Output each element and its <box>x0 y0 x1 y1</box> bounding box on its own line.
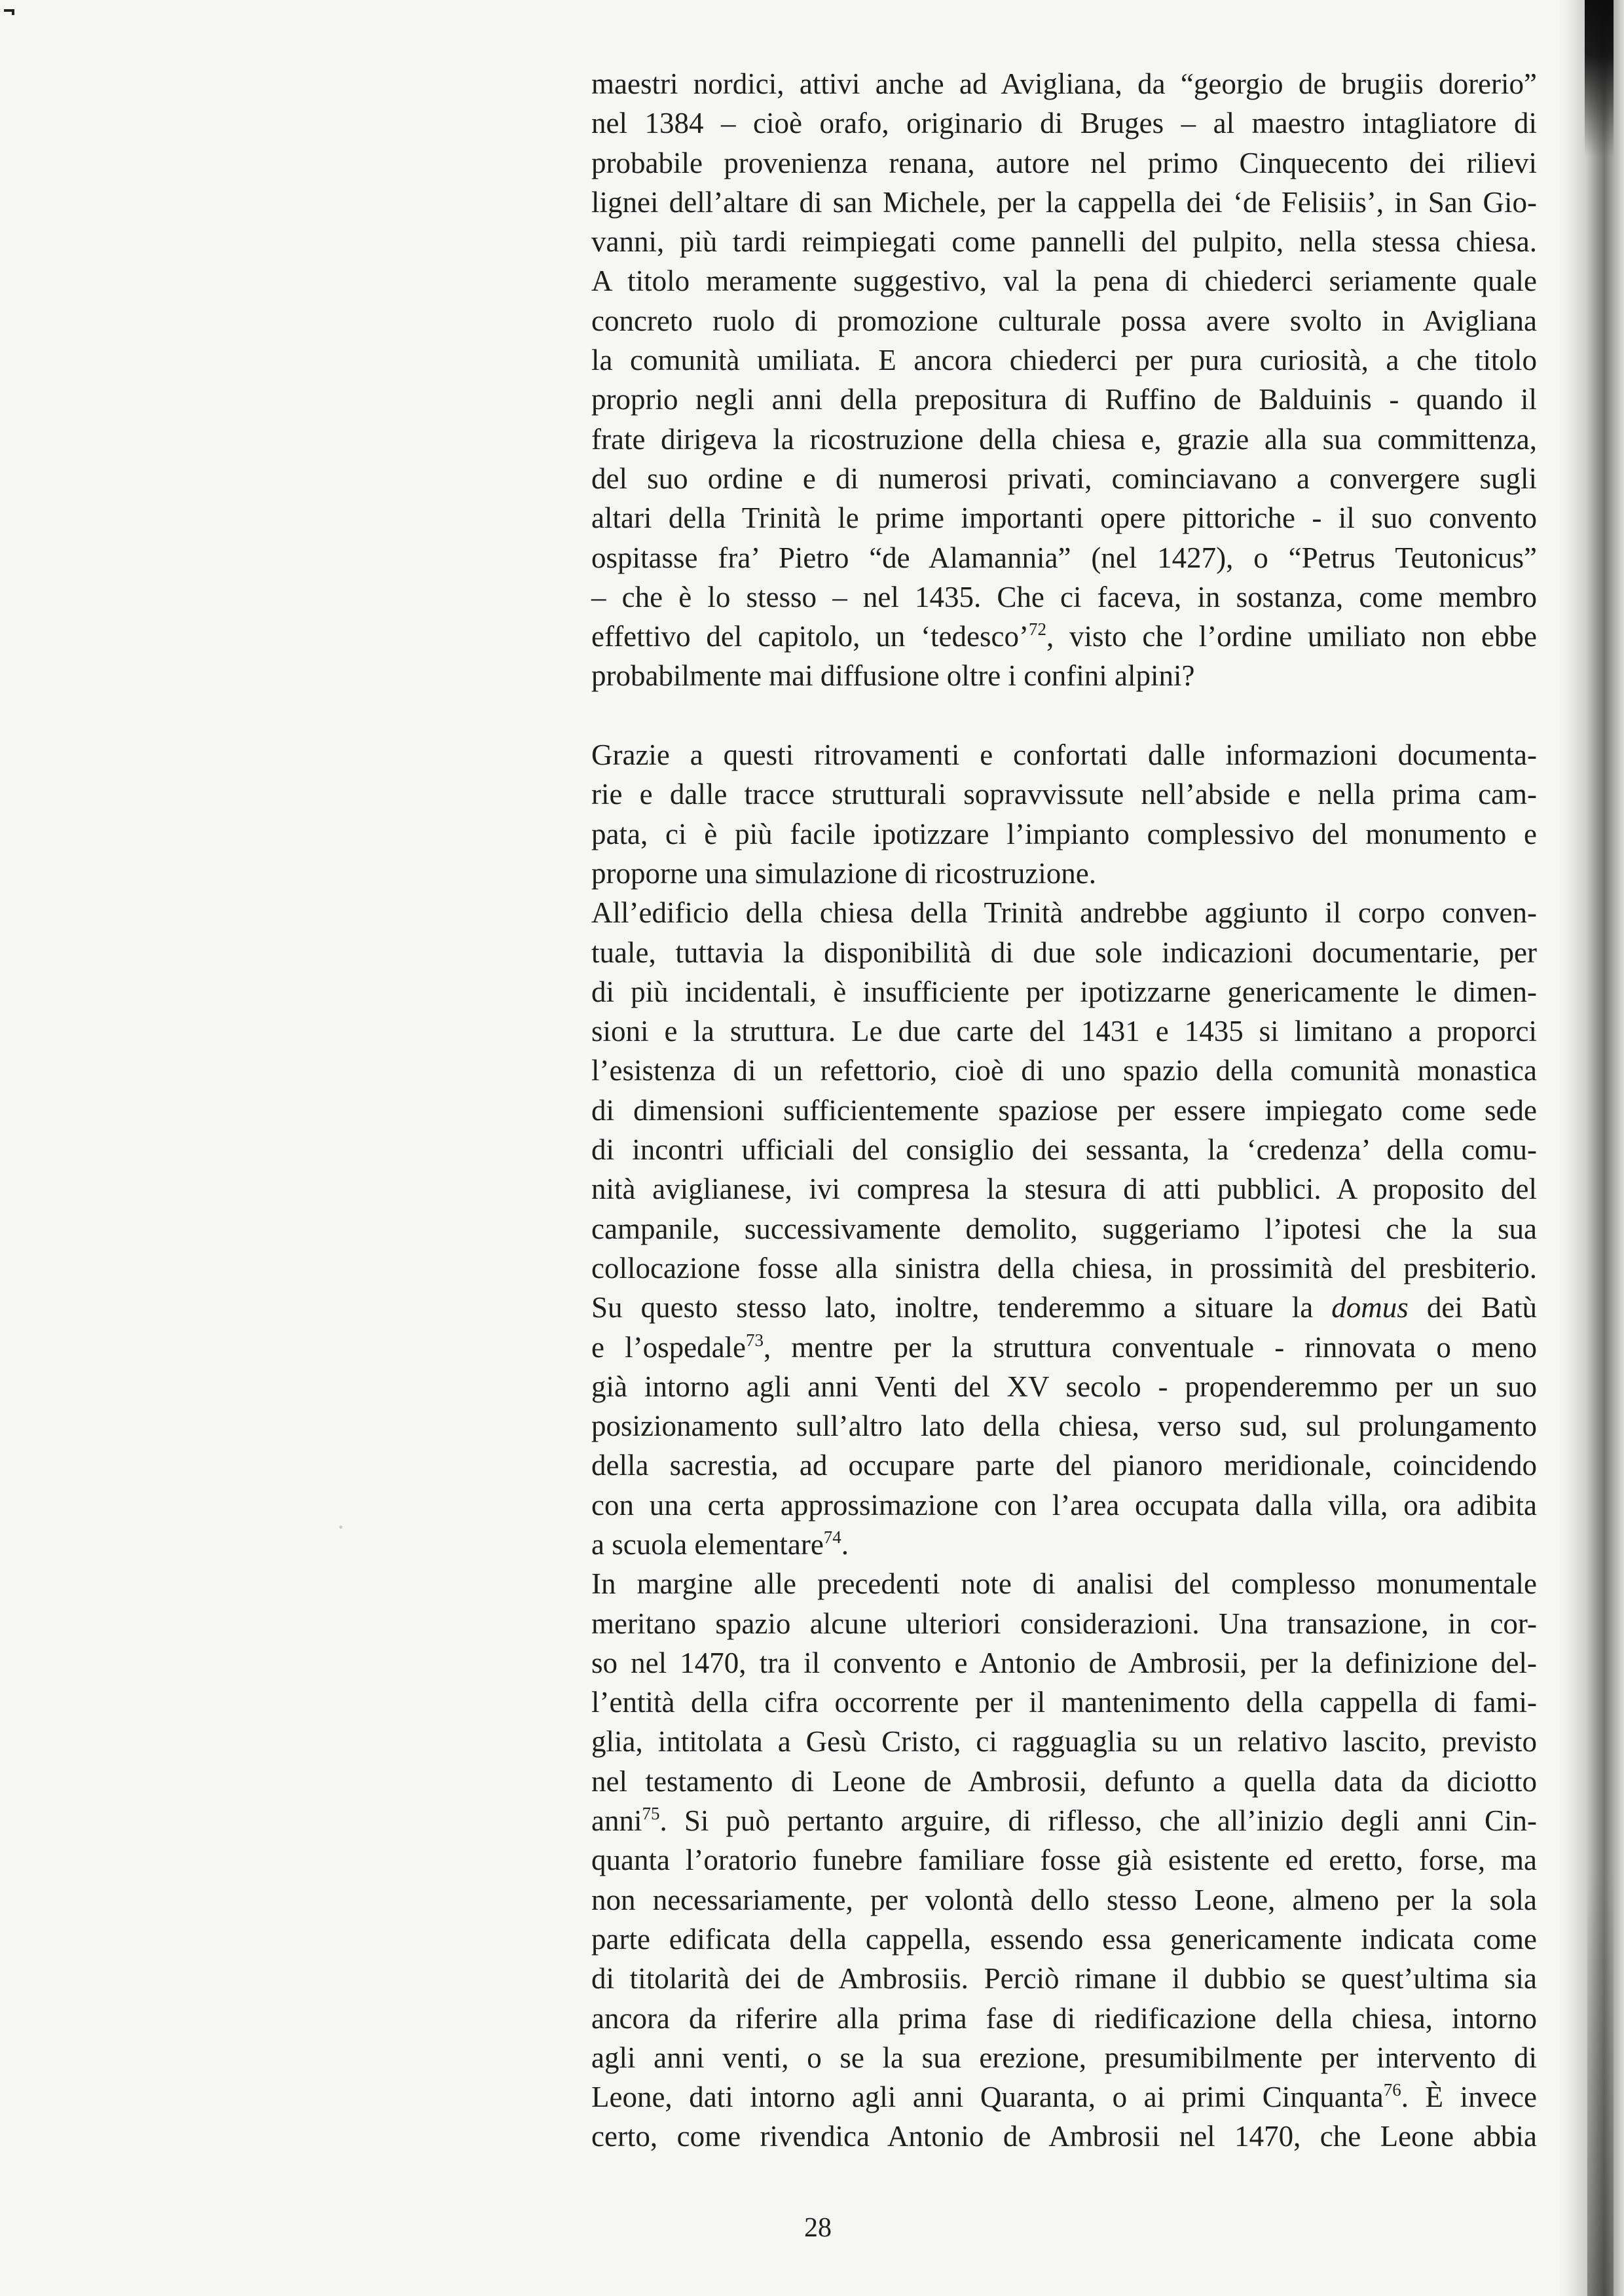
scan-mark <box>4 9 14 12</box>
page-number: 28 <box>804 2213 832 2243</box>
binding-shadow-bottom <box>1587 1866 1614 2296</box>
footnote-ref: 75 <box>642 1804 660 1824</box>
text-line: non necessariamente, per volontà dello stesso Leone, almeno per la sola <box>591 1883 1537 1916</box>
text-line <box>591 1288 1537 1327</box>
text-line <box>591 617 1537 656</box>
text-run: e l’ospedale <box>591 1330 747 1364</box>
text-line: di dimensioni sufficientemente spaziose per essere impiegato come sede <box>591 1093 1537 1127</box>
text-line: – che è lo stesso – nel 1435. Che ci faceva, in sostanza, come membro <box>591 580 1537 613</box>
text-run: . <box>841 1527 849 1561</box>
footnote-ref: 72 <box>1028 619 1046 640</box>
text-line: lignei dell’altare di san Michele, per la cappella dei ‘de Felisiis’, in San Gio- <box>591 185 1537 219</box>
text-line: quanta l’oratorio funebre familiare fosse già esistente ed eretto, forse, ma <box>591 1844 1537 1877</box>
text-line: vanni, più tardi reimpiegati come pannelli del pulpito, nella stessa chiesa. <box>591 225 1537 259</box>
text-line <box>591 1801 1537 1840</box>
footnote-ref: 74 <box>823 1527 841 1547</box>
text-run: , mentre per la struttura conventuale - rinnovata o meno <box>764 1330 1537 1364</box>
text-line: glia, intitolata a Gesù Cristo, ci ragguaglia su un relativo lascito, previsto <box>591 1725 1537 1758</box>
text-line: ospitasse fra’ Pietro “de Alamannia” (nel 1427), o “Petrus Teutonicus” <box>591 541 1537 574</box>
paragraph <box>591 1564 1537 2156</box>
paragraph <box>591 64 1537 696</box>
text-line: altari della Trinità le prime importanti opere pittoriche - il suo convento <box>591 501 1537 535</box>
text-line: di più incidentali, è insufficiente per ipotizzarne genericamente le dimen- <box>591 975 1537 1008</box>
text-run: effettivo del capitolo, un ‘tedesco’ <box>591 620 1029 653</box>
text-line: meritano spazio alcune ulteriori considerazioni. Una transazione, in cor- <box>591 1607 1537 1640</box>
text-line: proprio negli anni della prepositura di Ruffino de Balduinis - quando il <box>591 383 1537 416</box>
text-run: a scuola elementare <box>591 1527 824 1561</box>
paragraph <box>591 735 1537 893</box>
text-line: All’edificio della chiesa della Trinità andrebbe aggiunto il corpo conven- <box>591 896 1537 930</box>
italic-term: domus <box>1331 1291 1409 1324</box>
text-line: nel 1384 – cioè orafo, originario di Bruges – al maestro intagliatore di <box>591 107 1537 140</box>
text-line: proporne una simulazione di ricostruzione. <box>591 856 1097 890</box>
text-line <box>591 1525 1537 1564</box>
text-line: nel testamento di Leone de Ambrosii, defunto a quella data da diciotto <box>591 1764 1537 1798</box>
text-line: nità aviglianese, ivi compresa la stesura di atti pubblici. A proposito del <box>591 1173 1537 1206</box>
text-line: campanile, successivamente demolito, suggeriamo l’ipotesi che la sua <box>591 1212 1537 1245</box>
body-text <box>591 64 1537 2157</box>
text-line: la comunità umiliata. E ancora chiederci per pura curiosità, a che titolo <box>591 344 1537 377</box>
text-run: , visto che l’ordine umiliato non ebbe <box>1046 620 1537 653</box>
text-line: A titolo meramente suggestivo, val la pena di chiederci seriamente quale <box>591 264 1537 298</box>
text-run: . È invece <box>1401 2081 1537 2114</box>
text-line: di incontri ufficiali del consiglio dei sessanta, la ‘credenza’ della comu- <box>591 1133 1537 1167</box>
text-line: con una certa approssimazione con l’area occupata dalla villa, ora adibita <box>591 1488 1537 1522</box>
text-line: di titolarità dei de Ambrosiis. Perciò rimane il dubbio se quest’ultima sia <box>591 1962 1537 1995</box>
scan-speck <box>339 1525 342 1529</box>
text-run: anni <box>591 1804 642 1838</box>
text-line: della sacrestia, ad occupare parte del pianoro meridionale, coincidendo <box>591 1449 1537 1482</box>
text-line: tuale, tuttavia la disponibilità di due sole indicazioni documentarie, per <box>591 936 1537 969</box>
text-line: probabile provenienza renana, autore nel primo Cinquecento dei rilievi <box>591 146 1537 179</box>
text-line: posizionamento sull’altro lato della chiesa, verso sud, sul prolungamento <box>591 1410 1537 1443</box>
text-run: . Si può pertanto arguire, di riflesso, che all’inizio degli anni Cin- <box>659 1804 1537 1838</box>
text-line: del suo ordine e di numerosi privati, cominciavano a convergere sugli <box>591 462 1537 495</box>
text-line: rie e dalle tracce strutturali sopravvissute nell’abside e nella prima cam- <box>591 778 1537 811</box>
text-line: so nel 1470, tra il convento e Antonio de Ambrosii, per la definizione del- <box>591 1646 1537 1679</box>
text-run: Leone, dati intorno agli anni Quaranta, o ai primi Cinquanta <box>591 2081 1384 2114</box>
text-line <box>591 2077 1537 2117</box>
text-line: già intorno agli anni Venti del XV secolo - propenderemmo per un suo <box>591 1370 1537 1403</box>
footnote-ref: 76 <box>1383 2080 1401 2100</box>
text-line: l’entità della cifra occorrente per il mantenimento della cappella di fami- <box>591 1686 1537 1719</box>
text-line: maestri nordici, attivi anche ad Avigliana, da “georgio de brugiis dorerio” <box>591 67 1537 100</box>
text-run: Su questo stesso lato, inoltre, tenderemmo a situare la <box>591 1291 1332 1324</box>
text-run: dei Batù <box>1408 1291 1538 1324</box>
text-line: frate dirigeva la ricostruzione della chiesa e, grazie alla sua committenza, <box>591 422 1537 456</box>
text-line: Grazie a questi ritrovamenti e confortati dalle informazioni documenta- <box>591 738 1537 772</box>
text-line: agli anni venti, o se la sua erezione, presumibilmente per intervento di <box>591 2041 1537 2074</box>
text-line: collocazione fosse alla sinistra della chiesa, in prossimità del presbiterio. <box>591 1251 1537 1285</box>
text-line: pata, ci è più facile ipotizzare l’impianto complessivo del monumento e <box>591 817 1537 850</box>
paragraph <box>591 893 1537 1564</box>
text-line: probabilmente mai diffusione oltre i confini alpini? <box>591 659 1195 693</box>
text-line: certo, come rivendica Antonio de Ambrosii nel 1470, che Leone abbia <box>591 2120 1537 2153</box>
text-line: ancora da riferire alla prima fase di riedificazione della chiesa, intorno <box>591 2001 1537 2035</box>
text-line: concreto ruolo di promozione culturale possa avere svolto in Avigliana <box>591 304 1537 337</box>
footnote-ref: 73 <box>746 1330 764 1350</box>
text-line <box>591 1328 1537 1367</box>
text-line: parte edificata della cappella, essendo essa genericamente indicata come <box>591 1922 1537 1956</box>
text-line: l’esistenza di un refettorio, cioè di uno spazio della comunità monastica <box>591 1054 1537 1087</box>
text-line: In margine alle precedenti note di analisi del complesso monumentale <box>591 1567 1537 1601</box>
text-line: sioni e la struttura. Le due carte del 1431 e 1435 si limitano a proporci <box>591 1015 1537 1048</box>
binding-shadow-top <box>1585 0 1614 157</box>
